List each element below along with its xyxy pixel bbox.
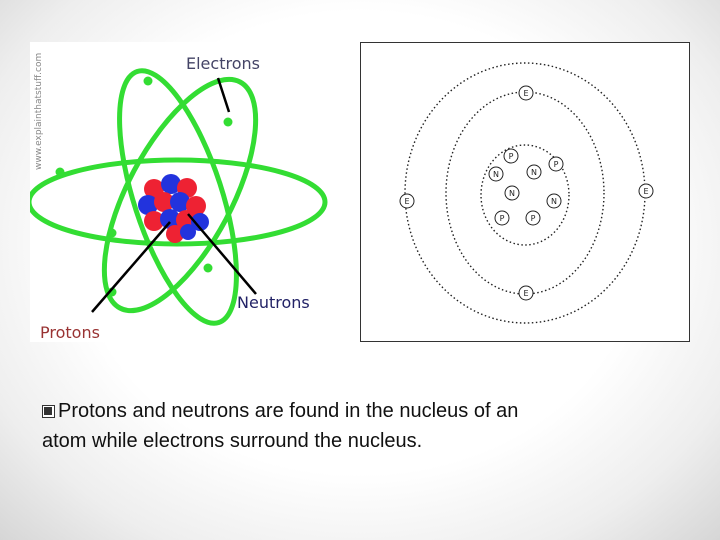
sketch-particle <box>489 167 503 181</box>
sketch-particle <box>505 186 519 200</box>
sketch-particle <box>527 165 541 179</box>
caption <box>42 396 682 456</box>
sketch-particle-label: P <box>553 160 559 169</box>
sketch-electron-label: E <box>643 187 649 196</box>
electron <box>108 229 117 238</box>
sketch-electron-top <box>519 86 533 100</box>
electrons-label: Electrons <box>186 54 260 73</box>
sketch-nucleus-particles <box>489 149 563 225</box>
electron <box>144 77 153 86</box>
protons-label: Protons <box>40 323 100 342</box>
inner-shell <box>446 92 604 294</box>
watermark: www.explainthatstuff.com <box>34 52 44 170</box>
electrons-pointer <box>218 78 229 112</box>
sketch-electron-label: E <box>404 197 410 206</box>
electrons <box>56 77 233 297</box>
caption-line-1: Protons and neutrons are found in the nucleus of an <box>58 400 519 422</box>
sketch-electron-right <box>639 184 653 198</box>
sketch-particle-label: N <box>531 168 537 177</box>
sketch-particle-label: N <box>551 197 557 206</box>
sketch-particle-label: P <box>499 214 505 223</box>
electron <box>56 168 65 177</box>
atom-diagram-sketch <box>360 42 690 342</box>
outer-shell <box>405 63 645 323</box>
caption-line-2: atom while electrons surround the nucleus. <box>42 430 423 452</box>
sketch-particle <box>549 157 563 171</box>
atom-diagram-svg <box>30 42 342 342</box>
sketch-electrons <box>400 86 653 300</box>
atom-diagram-colored <box>30 42 342 342</box>
neutrons-label: Neutrons <box>237 293 310 312</box>
sketch-shells <box>405 63 645 323</box>
sketch-particle <box>495 211 509 225</box>
sketch-particle <box>547 194 561 208</box>
sketch-particle <box>504 149 518 163</box>
nucleus <box>138 174 209 243</box>
sketch-particle-label: P <box>508 152 514 161</box>
sketch-particle-label: N <box>509 189 515 198</box>
sketch-electron-label: E <box>523 89 529 98</box>
electron <box>224 118 233 127</box>
sketch-particle-label: N <box>493 170 499 179</box>
checkbox-bullet-icon <box>42 405 55 418</box>
sketch-electron-left <box>400 194 414 208</box>
nucleus-neutron <box>180 224 196 240</box>
sketch-electron-bottom <box>519 286 533 300</box>
sketch-particle-label: P <box>530 214 536 223</box>
sketch-electron-label: E <box>523 289 529 298</box>
sketch-particle <box>526 211 540 225</box>
electron <box>204 264 213 273</box>
atom-sketch-svg <box>361 43 689 341</box>
